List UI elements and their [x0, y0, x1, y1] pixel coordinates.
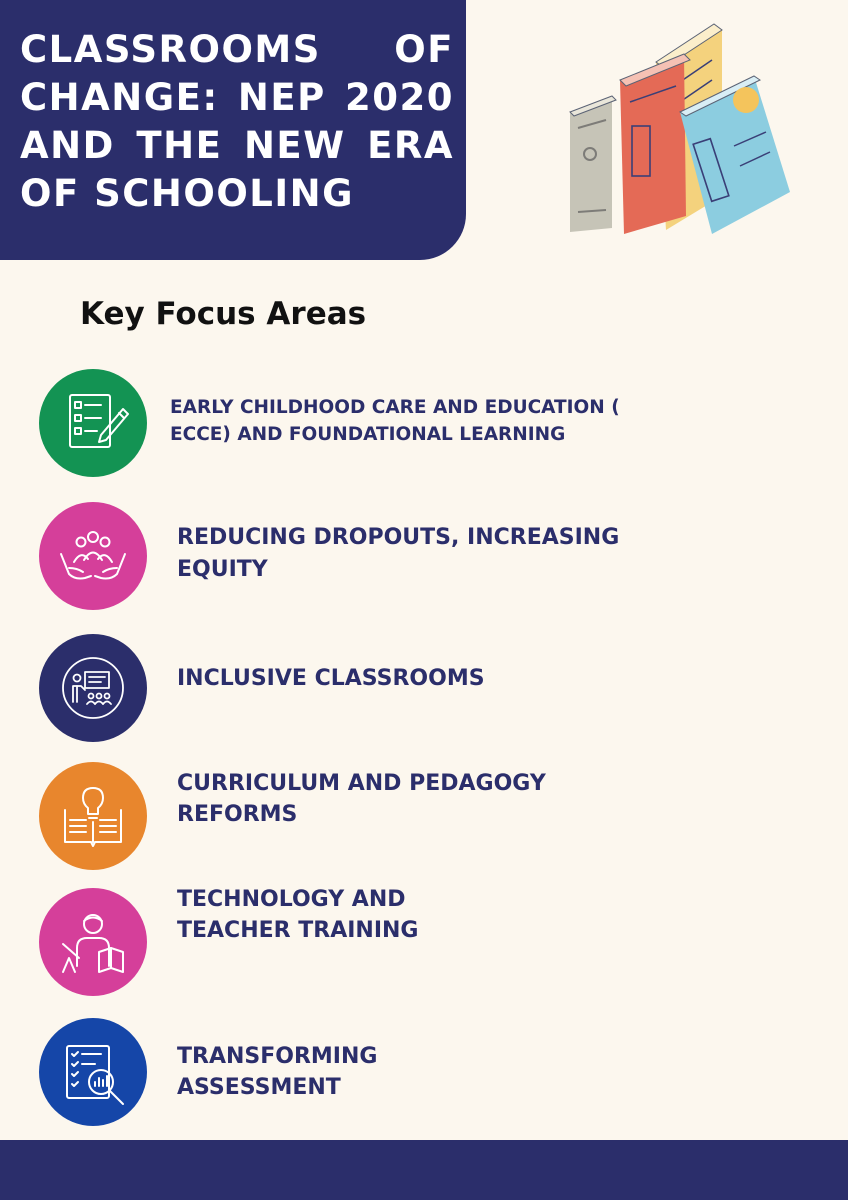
focus-label-inclusive: INCLUSIVE CLASSROOMS — [177, 666, 485, 691]
focus-label-technology: TECHNOLOGY AND TEACHER TRAINING — [177, 887, 419, 943]
focus-label-curriculum: CURRICULUM AND PEDAGOGY REFORMS — [177, 771, 546, 827]
page-title: CLASSROOMS OF CHANGE: NEP 2020 AND THE NEW ERA OF SCHOOLING — [20, 28, 454, 215]
section-heading: Key Focus Areas — [80, 296, 367, 332]
report-magnifier-icon — [39, 1018, 147, 1126]
focus-label-dropouts: REDUCING DROPOUTS, INCREASING EQUITY — [177, 525, 620, 582]
checklist-pencil-icon — [39, 369, 147, 477]
hands-holding-people-icon — [39, 502, 147, 610]
stack-of-books-icon — [556, 16, 796, 240]
classroom-teacher-icon — [39, 634, 147, 742]
focus-label-ecce: EARLY CHILDHOOD CARE AND EDUCATION ( ECCE) AND FOUNDATIONAL LEARNING — [170, 397, 620, 445]
grey-book — [570, 96, 616, 232]
red-book — [620, 54, 690, 234]
footer-band — [0, 1140, 848, 1200]
title-banner — [0, 0, 466, 260]
teacher-pointer-icon — [39, 888, 147, 996]
lightbulb-book-icon — [39, 762, 147, 870]
focus-label-assessment: TRANSFORMING ASSESSMENT — [177, 1044, 378, 1100]
